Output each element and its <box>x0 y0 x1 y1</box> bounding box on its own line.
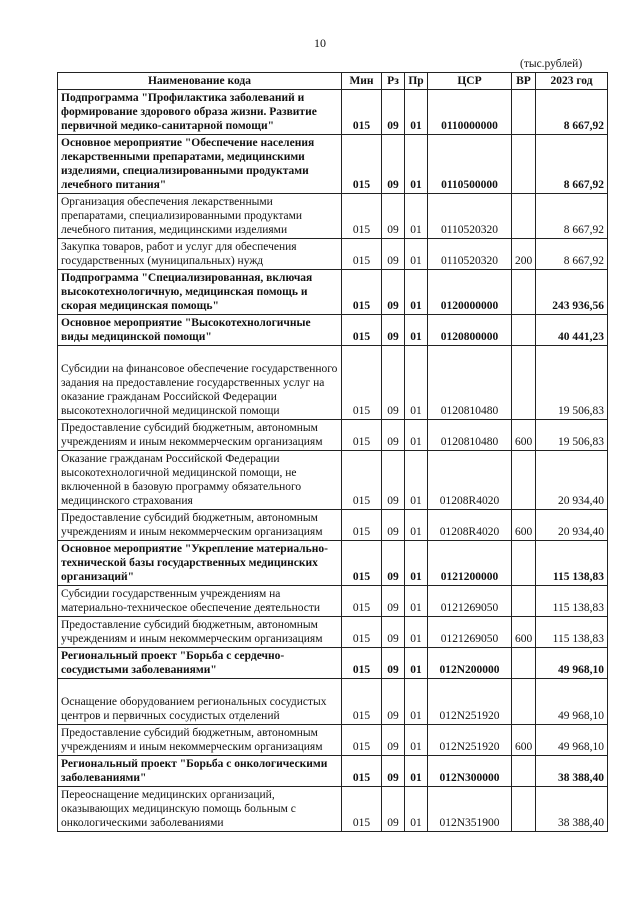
row-amount: 38 388,40 <box>536 787 608 832</box>
row-vr <box>512 90 536 135</box>
row-rz: 09 <box>382 451 405 510</box>
row-name: Субсидии государственным учреждениям на материально-техническое обеспечение деятельности <box>58 586 342 617</box>
row-pr: 01 <box>405 270 428 315</box>
row-min: 015 <box>342 135 382 194</box>
row-rz: 09 <box>382 586 405 617</box>
row-csr: 0110000000 <box>428 90 512 135</box>
row-pr: 01 <box>405 787 428 832</box>
row-csr: 0121269050 <box>428 617 512 648</box>
row-rz: 09 <box>382 315 405 346</box>
row-vr <box>512 679 536 725</box>
row-min: 015 <box>342 617 382 648</box>
col-header-vr: ВР <box>512 73 536 90</box>
row-name: Предоставление субсидий бюджетным, автономным учреждениям и иным некоммерческим организациям <box>58 725 342 756</box>
row-amount: 20 934,40 <box>536 451 608 510</box>
row-csr: 012N251920 <box>428 725 512 756</box>
col-header-name: Наименование кода <box>58 73 342 90</box>
row-pr: 01 <box>405 648 428 679</box>
table-row <box>58 239 608 270</box>
row-csr: 012N200000 <box>428 648 512 679</box>
row-csr: 0110500000 <box>428 135 512 194</box>
row-min: 015 <box>342 270 382 315</box>
row-rz: 09 <box>382 239 405 270</box>
row-vr <box>512 346 536 420</box>
budget-table <box>57 72 608 832</box>
table-row <box>58 756 608 787</box>
row-name: Закупка товаров, работ и услуг для обеспечения государственных (муниципальных) нужд <box>58 239 342 270</box>
row-amount: 115 138,83 <box>536 586 608 617</box>
page-number: 10 <box>314 36 326 50</box>
row-rz: 09 <box>382 756 405 787</box>
row-rz: 09 <box>382 420 405 451</box>
row-rz: 09 <box>382 679 405 725</box>
row-vr <box>512 315 536 346</box>
row-vr <box>512 648 536 679</box>
table-row <box>58 270 608 315</box>
row-rz: 09 <box>382 90 405 135</box>
row-min: 015 <box>342 787 382 832</box>
row-min: 015 <box>342 510 382 541</box>
col-header-rz: Рз <box>382 73 405 90</box>
row-name: Предоставление субсидий бюджетным, автономным учреждениям и иным некоммерческим организациям <box>58 617 342 648</box>
row-rz: 09 <box>382 270 405 315</box>
row-min: 015 <box>342 648 382 679</box>
row-amount: 115 138,83 <box>536 617 608 648</box>
row-name: Региональный проект "Борьба с онкологическими заболеваниями" <box>58 756 342 787</box>
units-label: (тыс.рублей) <box>520 58 583 70</box>
row-name: Предоставление субсидий бюджетным, автономным учреждениям и иным некоммерческим организациям <box>58 510 342 541</box>
row-min: 015 <box>342 725 382 756</box>
row-pr: 01 <box>405 617 428 648</box>
row-min: 015 <box>342 90 382 135</box>
row-csr: 012N351900 <box>428 787 512 832</box>
row-name: Организация обеспечения лекарственными препаратами, специализированными продуктами лечебного питания, медицинскими изделиями <box>58 194 342 239</box>
row-pr: 01 <box>405 756 428 787</box>
row-min: 015 <box>342 315 382 346</box>
row-min: 015 <box>342 239 382 270</box>
table-row <box>58 451 608 510</box>
row-pr: 01 <box>405 725 428 756</box>
row-name: Региональный проект "Борьба с сердечно-сосудистыми заболеваниями" <box>58 648 342 679</box>
row-amount: 19 506,83 <box>536 420 608 451</box>
row-vr <box>512 194 536 239</box>
row-amount: 49 968,10 <box>536 679 608 725</box>
row-name: Основное мероприятие "Укрепление материально-технической базы государственных медицинских организаций" <box>58 541 342 586</box>
row-vr <box>512 756 536 787</box>
row-csr: 01208R4020 <box>428 451 512 510</box>
row-csr: 0120810480 <box>428 420 512 451</box>
row-pr: 01 <box>405 420 428 451</box>
row-amount: 115 138,83 <box>536 541 608 586</box>
row-min: 015 <box>342 586 382 617</box>
row-csr: 0121200000 <box>428 541 512 586</box>
row-rz: 09 <box>382 346 405 420</box>
row-vr: 600 <box>512 420 536 451</box>
row-vr <box>512 270 536 315</box>
row-pr: 01 <box>405 135 428 194</box>
row-amount: 8 667,92 <box>536 239 608 270</box>
row-min: 015 <box>342 679 382 725</box>
table-row <box>58 679 608 725</box>
row-vr <box>512 451 536 510</box>
row-amount: 38 388,40 <box>536 756 608 787</box>
table-row <box>58 725 608 756</box>
row-min: 015 <box>342 194 382 239</box>
row-name: Предоставление субсидий бюджетным, автономным учреждениям и иным некоммерческим организациям <box>58 420 342 451</box>
table-row <box>58 135 608 194</box>
row-name: Основное мероприятие "Обеспечение населения лекарственными препаратами, медицинскими изделиями, специализированными продуктами лечебного питания" <box>58 135 342 194</box>
row-name: Подпрограмма "Профилактика заболеваний и формирование здорового образа жизни. Развитие первичной медико-санитарной помощи" <box>58 90 342 135</box>
row-min: 015 <box>342 756 382 787</box>
row-amount: 49 968,10 <box>536 648 608 679</box>
table-row <box>58 510 608 541</box>
table-row <box>58 541 608 586</box>
row-amount: 8 667,92 <box>536 135 608 194</box>
row-csr: 0120800000 <box>428 315 512 346</box>
row-csr: 0110520320 <box>428 194 512 239</box>
row-vr <box>512 541 536 586</box>
row-amount: 19 506,83 <box>536 346 608 420</box>
row-pr: 01 <box>405 315 428 346</box>
row-pr: 01 <box>405 510 428 541</box>
table-row <box>58 617 608 648</box>
row-pr: 01 <box>405 586 428 617</box>
row-csr: 012N251920 <box>428 679 512 725</box>
table-row <box>58 420 608 451</box>
row-pr: 01 <box>405 541 428 586</box>
row-rz: 09 <box>382 725 405 756</box>
row-rz: 09 <box>382 787 405 832</box>
row-name: Субсидии на финансовое обеспечение государственного задания на предоставление государственных услуг на оказание гражданам Российской Федерации высокотехнологичной медицинской помощи <box>58 346 342 420</box>
row-name: Подпрограмма "Специализированная, включая высокотехнологичную, медицинская помощь и скорая медицинская помощь" <box>58 270 342 315</box>
row-name: Основное мероприятие "Высокотехнологичные виды медицинской помощи" <box>58 315 342 346</box>
row-vr: 600 <box>512 510 536 541</box>
row-vr: 600 <box>512 725 536 756</box>
row-amount: 8 667,92 <box>536 194 608 239</box>
row-name: Оказание гражданам Российской Федерации высокотехнологичной медицинской помощи, не включенной в базовую программу обязательного медицинского страхования <box>58 451 342 510</box>
row-csr: 0121269050 <box>428 586 512 617</box>
table-row <box>58 586 608 617</box>
row-rz: 09 <box>382 541 405 586</box>
table-row <box>58 346 608 420</box>
row-rz: 09 <box>382 648 405 679</box>
row-pr: 01 <box>405 346 428 420</box>
row-pr: 01 <box>405 239 428 270</box>
table-row <box>58 194 608 239</box>
row-csr: 012N300000 <box>428 756 512 787</box>
row-csr: 0110520320 <box>428 239 512 270</box>
row-amount: 243 936,56 <box>536 270 608 315</box>
table-row <box>58 315 608 346</box>
row-rz: 09 <box>382 194 405 239</box>
row-amount: 40 441,23 <box>536 315 608 346</box>
row-amount: 8 667,92 <box>536 90 608 135</box>
row-name: Оснащение оборудованием региональных сосудистых центров и первичных сосудистых отделений <box>58 679 342 725</box>
row-amount: 49 968,10 <box>536 725 608 756</box>
row-vr <box>512 787 536 832</box>
row-pr: 01 <box>405 451 428 510</box>
table-row <box>58 648 608 679</box>
col-header-min: Мин <box>342 73 382 90</box>
row-rz: 09 <box>382 510 405 541</box>
row-csr: 0120000000 <box>428 270 512 315</box>
row-vr: 200 <box>512 239 536 270</box>
table-header-row <box>58 73 608 90</box>
col-header-amount: 2023 год <box>536 73 608 90</box>
row-min: 015 <box>342 451 382 510</box>
row-min: 015 <box>342 541 382 586</box>
row-vr <box>512 586 536 617</box>
table-row <box>58 90 608 135</box>
row-name: Переоснащение медицинских организаций, оказывающих медицинскую помощь больным с онкологическими заболеваниями <box>58 787 342 832</box>
row-rz: 09 <box>382 617 405 648</box>
row-csr: 01208R4020 <box>428 510 512 541</box>
table-row <box>58 787 608 832</box>
row-min: 015 <box>342 346 382 420</box>
row-amount: 20 934,40 <box>536 510 608 541</box>
row-vr: 600 <box>512 617 536 648</box>
row-min: 015 <box>342 420 382 451</box>
row-vr <box>512 135 536 194</box>
row-pr: 01 <box>405 679 428 725</box>
col-header-pr: Пр <box>405 73 428 90</box>
col-header-csr: ЦСР <box>428 73 512 90</box>
row-pr: 01 <box>405 90 428 135</box>
row-rz: 09 <box>382 135 405 194</box>
row-pr: 01 <box>405 194 428 239</box>
row-csr: 0120810480 <box>428 346 512 420</box>
